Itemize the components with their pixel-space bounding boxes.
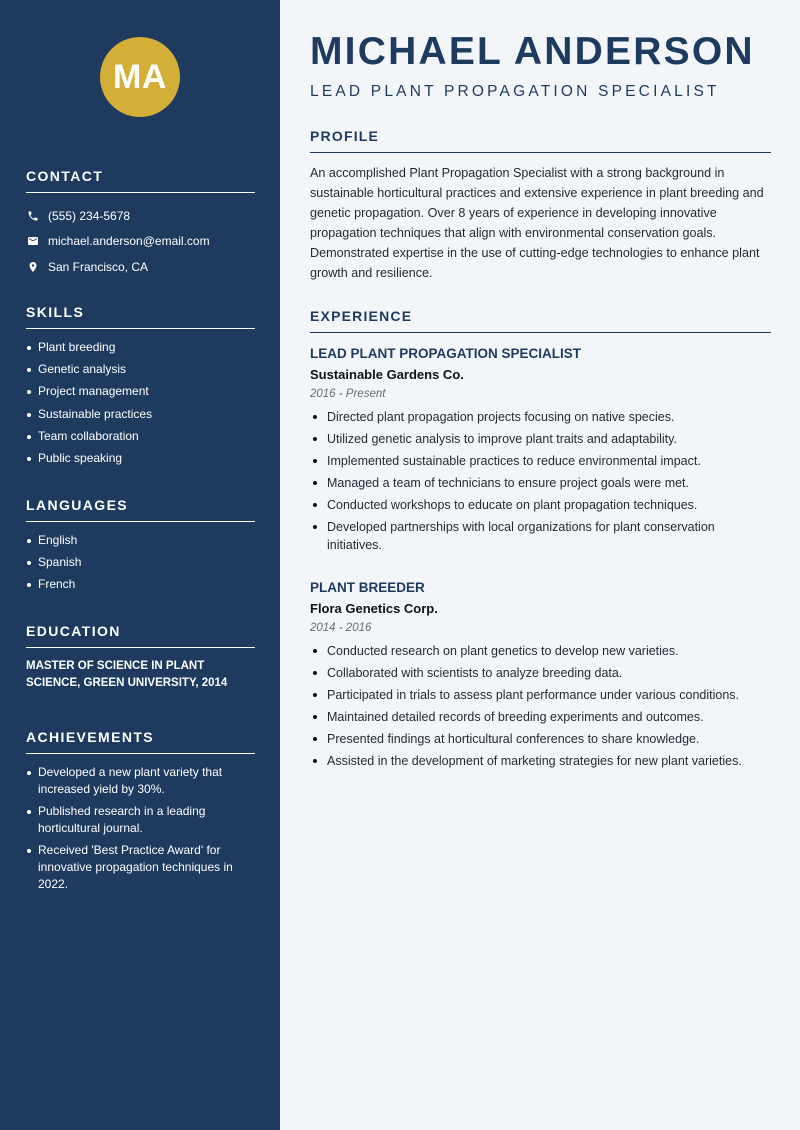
email-icon [26, 234, 40, 248]
skills-section [26, 304, 255, 472]
achievements-heading: ACHIEVEMENTS [26, 729, 255, 754]
achievement-item: Received 'Best Practice Award' for innovative propagation techniques in 2022. [26, 842, 255, 893]
job-bullet: Directed plant propagation projects focusing on native species. [310, 408, 771, 426]
candidate-title: LEAD PLANT PROPAGATION SPECIALIST [310, 83, 720, 100]
experience-section [310, 308, 771, 333]
contact-heading: CONTACT [26, 168, 255, 193]
location-pin-icon [26, 260, 40, 274]
location-text: San Francisco, CA [48, 259, 149, 274]
languages-heading: LANGUAGES [26, 497, 255, 522]
job-bullets [310, 408, 771, 554]
email-text: michael.anderson@email.com [48, 234, 210, 249]
contact-phone [26, 203, 255, 229]
job-bullet: Implemented sustainable practices to reduce environmental impact. [310, 452, 771, 470]
profile-heading: PROFILE [310, 128, 771, 153]
job-bullet: Participated in trials to assess plant performance under various conditions. [310, 686, 771, 704]
candidate-name: MICHAEL ANDERSON [310, 30, 755, 73]
avatar [100, 37, 180, 117]
job-bullet: Assisted in the development of marketing strategies for new plant varieties. [310, 752, 771, 770]
job-bullet: Conducted research on plant genetics to develop new varieties. [310, 642, 771, 660]
education-entry: MASTER OF SCIENCE IN PLANT SCIENCE, GREEN UNIVERSITY, 2014 [26, 660, 228, 689]
job-bullet: Conducted workshops to educate on plant propagation techniques. [310, 496, 771, 514]
sidebar [0, 0, 280, 1130]
job-bullet: Managed a team of technicians to ensure project goals were met. [310, 474, 771, 492]
language-item: English [26, 532, 255, 549]
languages-list [26, 532, 255, 593]
experience-heading: EXPERIENCE [310, 308, 771, 333]
education-section [26, 623, 255, 692]
phone-icon [26, 209, 40, 223]
skill-item: Plant breeding [26, 339, 255, 356]
job-bullet: Maintained detailed records of breeding experiments and outcomes. [310, 708, 771, 726]
skill-item: Public speaking [26, 450, 255, 467]
language-item: French [26, 576, 255, 593]
job-company: Sustainable Gardens Co. [310, 367, 464, 382]
achievements-section [26, 729, 255, 898]
profile-section [310, 128, 771, 283]
contact-section [26, 168, 255, 280]
achievement-item: Published research in a leading horticultural journal. [26, 803, 255, 837]
skills-heading: SKILLS [26, 304, 255, 329]
job-dates: 2016 - Present [310, 388, 386, 400]
contact-location [26, 254, 255, 280]
job-title: PLANT BREEDER [310, 580, 425, 595]
job-bullet: Utilized genetic analysis to improve plant traits and adaptability. [310, 430, 771, 448]
phone-text: (555) 234-5678 [48, 208, 131, 223]
job-dates: 2014 - 2016 [310, 622, 372, 634]
skills-list [26, 339, 255, 467]
job-bullets [310, 642, 771, 770]
education-heading: EDUCATION [26, 623, 255, 648]
job-entry [310, 346, 771, 558]
skill-item: Sustainable practices [26, 406, 255, 423]
avatar-initials: MA [113, 57, 167, 96]
job-bullet: Developed partnerships with local organizations for plant conservation initiatives. [310, 518, 771, 554]
job-entry [310, 580, 771, 774]
job-company: Flora Genetics Corp. [310, 601, 438, 616]
contact-email [26, 229, 255, 255]
job-bullet: Presented findings at horticultural conferences to share knowledge. [310, 730, 771, 748]
achievements-list [26, 764, 255, 893]
languages-section [26, 497, 255, 599]
main-content [280, 0, 800, 1130]
profile-text: An accomplished Plant Propagation Specialist with a strong background in sustainable horticultural practices and extensive experience in plant breeding and genetic propagation. Over 8 years of experience in developing innovative propagation techniques that align with environmental conservation goals. Demonstrated expertise in the use of cutting-edge technologies to enhance plant growth and resilience. [310, 166, 764, 280]
skill-item: Genetic analysis [26, 361, 255, 378]
language-item: Spanish [26, 554, 255, 571]
skill-item: Team collaboration [26, 428, 255, 445]
skill-item: Project management [26, 383, 255, 400]
contact-list [26, 203, 255, 280]
job-title: LEAD PLANT PROPAGATION SPECIALIST [310, 346, 582, 361]
job-bullet: Collaborated with scientists to analyze breeding data. [310, 664, 771, 682]
achievement-item: Developed a new plant variety that increased yield by 30%. [26, 764, 255, 798]
